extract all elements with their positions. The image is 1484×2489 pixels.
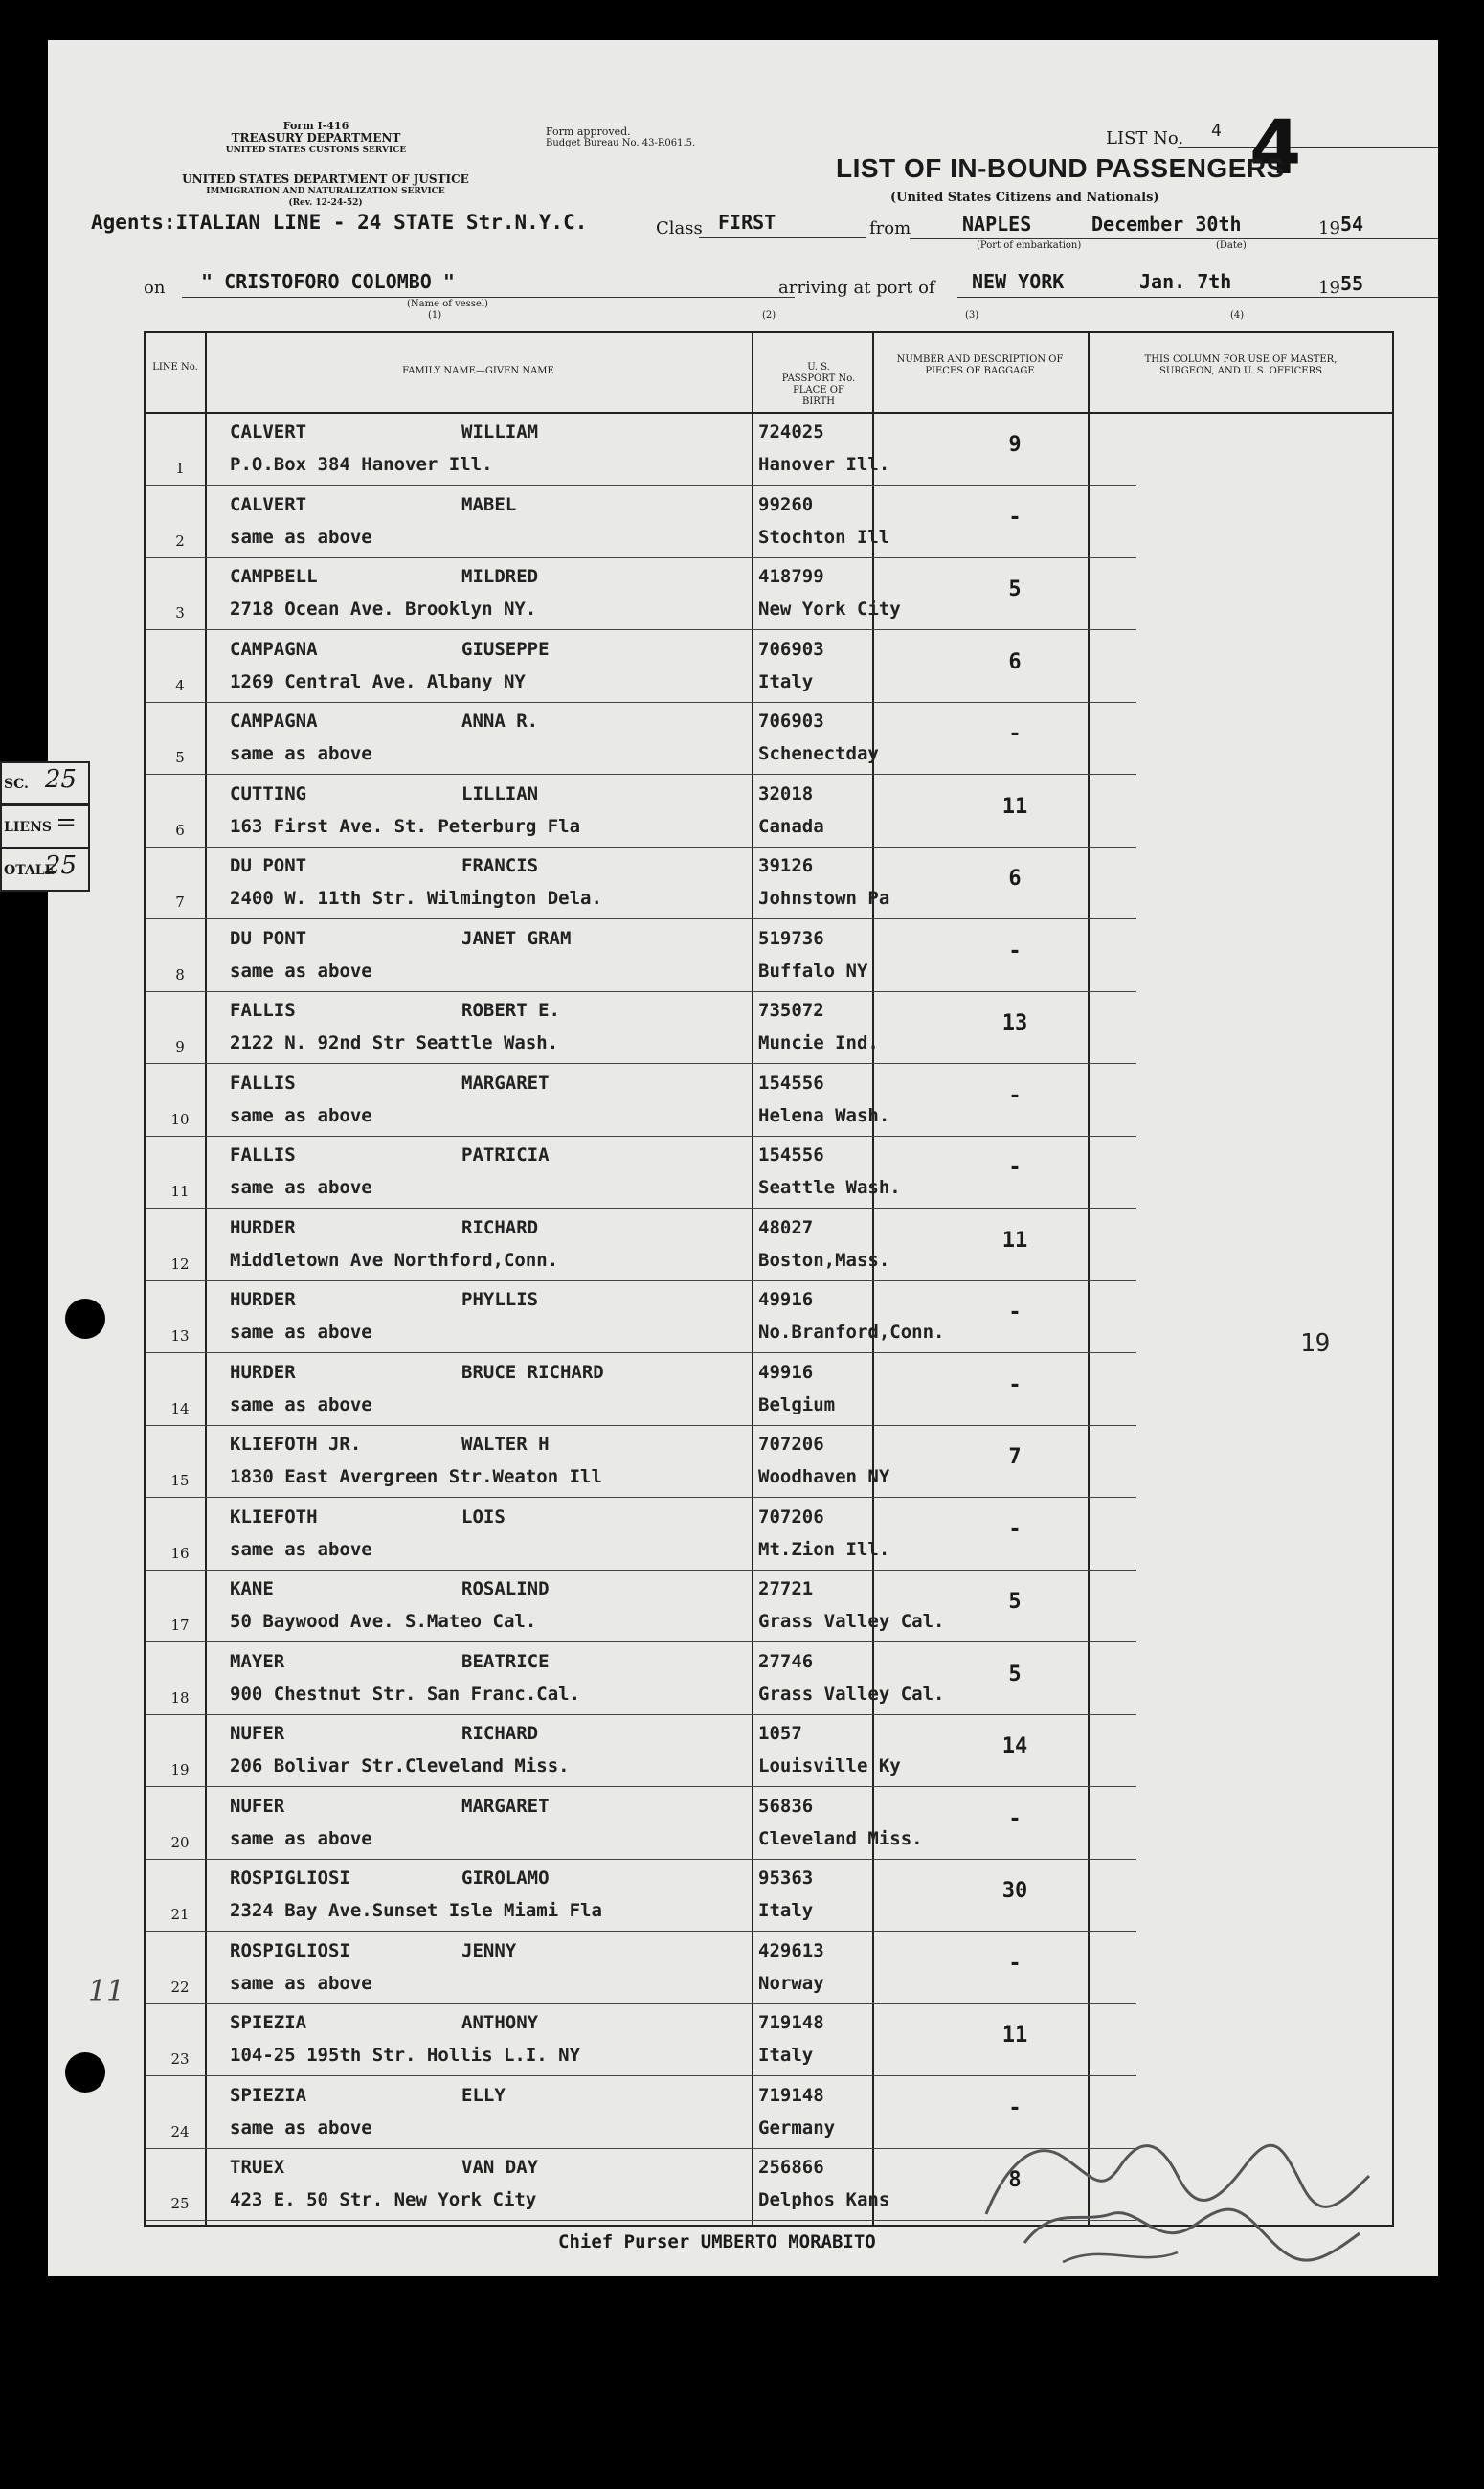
given-name: LOIS — [461, 1505, 506, 1527]
arrival-year: 55 — [1340, 272, 1364, 295]
place-of-birth: Grass Valley Cal. — [758, 1611, 945, 1632]
given-name: PHYLLIS — [461, 1289, 539, 1310]
given-name: MARGARET — [461, 1072, 550, 1094]
given-name: BRUCE RICHARD — [461, 1361, 604, 1383]
place-of-birth: Delphos Kans — [758, 2189, 890, 2210]
address: same as above — [230, 2116, 372, 2138]
list-no-big: 4 — [1249, 105, 1302, 192]
arrival-port: NEW YORK — [972, 270, 1065, 293]
passport-number: 707206 — [758, 1505, 824, 1527]
vessel-caption: (Name of vessel) — [407, 299, 488, 309]
given-name: MABEL — [461, 493, 517, 515]
address: 2718 Ocean Ave. Brooklyn NY. — [230, 599, 537, 620]
place-of-birth: Italy — [758, 1900, 814, 1921]
table-row — [146, 1715, 1392, 1787]
given-name: WALTER H — [461, 1434, 550, 1455]
baggage-count: 6 — [1008, 649, 1022, 674]
passport-number: 154556 — [758, 1072, 824, 1094]
table-row — [146, 558, 1392, 630]
table-row — [146, 631, 1392, 703]
line-number: 25 — [170, 2195, 190, 2212]
given-name: ANTHONY — [461, 2012, 539, 2033]
address: same as above — [230, 1538, 372, 1560]
family-name: ROSPIGLIOSI — [230, 1867, 350, 1889]
passport-number: 707206 — [758, 1434, 824, 1455]
from-label: from — [869, 218, 911, 238]
baggage-count: 11 — [1001, 1228, 1028, 1253]
family-name: MAYER — [230, 1650, 285, 1672]
line-number: 15 — [170, 1472, 190, 1489]
line-number: 14 — [170, 1399, 190, 1417]
baggage-count: - — [1008, 1156, 1022, 1180]
cap-4: (4) — [1230, 310, 1245, 321]
date-caption: (Date) — [1216, 240, 1247, 251]
passport-number: 719148 — [758, 2012, 824, 2033]
line-number: 12 — [170, 1255, 190, 1273]
side-tally-1: SC. 25 — [0, 761, 90, 805]
family-name: HURDER — [230, 1361, 296, 1383]
passenger-table — [144, 331, 1394, 2227]
line-number: 8 — [175, 965, 185, 984]
address: same as above — [230, 1177, 372, 1198]
list-subtitle: (United States Citizens and Nationals) — [890, 191, 1159, 205]
passport-number: 99260 — [758, 493, 814, 515]
family-name: NUFER — [230, 1795, 285, 1817]
passport-number: 95363 — [758, 1867, 814, 1889]
given-name: ANNA R. — [461, 711, 539, 732]
place-of-birth: Buffalo NY — [758, 960, 868, 982]
place-of-birth: Seattle Wash. — [758, 1177, 901, 1198]
family-name: CAMPAGNA — [230, 711, 318, 732]
baggage-count: 5 — [1008, 577, 1022, 601]
given-name: RICHARD — [461, 1216, 539, 1238]
table-row — [146, 486, 1392, 558]
line-number: 10 — [170, 1110, 190, 1128]
baggage-count: 11 — [1001, 2024, 1028, 2048]
depart-year-prefix: 19 — [1318, 218, 1340, 238]
baggage-count: - — [1008, 2095, 1022, 2120]
table-row — [146, 414, 1392, 486]
family-name: CAMPAGNA — [230, 638, 318, 660]
place-of-birth: New York City — [758, 599, 901, 620]
line-number: 18 — [170, 1688, 190, 1707]
address: 104-25 195th Str. Hollis L.I. NY — [230, 2045, 581, 2066]
port-embarkation: NAPLES — [962, 213, 1032, 236]
family-name: CUTTING — [230, 782, 307, 804]
table-row — [146, 1210, 1392, 1281]
baggage-count: - — [1008, 1083, 1022, 1108]
passport-number: 418799 — [758, 566, 824, 587]
place-of-birth: Mt.Zion Ill. — [758, 1538, 890, 1560]
passport-number: 735072 — [758, 1000, 824, 1021]
given-name: LILLIAN — [461, 782, 539, 804]
budget-bureau: Budget Bureau No. 43-R061.5. — [546, 138, 696, 148]
form-number: Form I-416 — [282, 120, 349, 132]
passport-number: 39126 — [758, 855, 814, 876]
given-name: MARGARET — [461, 1795, 550, 1817]
given-name: JENNY — [461, 1939, 517, 1961]
given-name: GIROLAMO — [461, 1867, 550, 1889]
baggage-count: 9 — [1008, 433, 1022, 457]
passport-number: 32018 — [758, 782, 814, 804]
line-number: 9 — [175, 1038, 185, 1055]
baggage-count: 5 — [1008, 1662, 1022, 1686]
table-row — [146, 1571, 1392, 1642]
given-name: WILLIAM — [461, 421, 539, 442]
place-of-birth: Hanover Ill. — [758, 454, 890, 475]
address: 2122 N. 92nd Str Seattle Wash. — [230, 1032, 559, 1053]
arrival-date: Jan. 7th — [1139, 270, 1232, 293]
treasury-dept: TREASURY DEPARTMENT — [231, 131, 401, 145]
place-of-birth: Norway — [758, 1972, 824, 1994]
passport-number: 706903 — [758, 711, 824, 732]
table-row — [146, 992, 1392, 1064]
place-of-birth: Germany — [758, 2116, 836, 2138]
line-number: 19 — [170, 1761, 190, 1778]
line-number: 21 — [170, 1906, 190, 1923]
line-number: 22 — [170, 1978, 190, 1996]
col-baggage: NUMBER AND DESCRIPTION OF PIECES OF BAGGAGE — [896, 354, 1064, 376]
place-of-birth: Cleveland Miss. — [758, 1827, 923, 1849]
passport-number: 49916 — [758, 1361, 814, 1383]
passport-number: 154556 — [758, 1144, 824, 1165]
family-name: CALVERT — [230, 493, 307, 515]
departure-date: December 30th — [1091, 213, 1242, 236]
col-name: FAMILY NAME—GIVEN NAME — [402, 366, 554, 376]
address: same as above — [230, 1104, 372, 1126]
family-name: KANE — [230, 1578, 274, 1599]
address: 900 Chestnut Str. San Franc.Cal. — [230, 1683, 581, 1705]
baggage-count: 6 — [1008, 867, 1022, 891]
address: 206 Bolivar Str.Cleveland Miss. — [230, 1755, 570, 1776]
line-number: 1 — [175, 460, 185, 477]
place-of-birth: Belgium — [758, 1393, 836, 1415]
line-number: 4 — [175, 676, 185, 694]
line-number: 6 — [175, 821, 185, 839]
place-of-birth: Stochton Ill — [758, 526, 890, 548]
margin-note: 11 — [88, 1975, 125, 2008]
family-name: SPIEZIA — [230, 2084, 307, 2106]
given-name: ROBERT E. — [461, 1000, 560, 1021]
table-row — [146, 1137, 1392, 1209]
family-name: FALLIS — [230, 1072, 296, 1094]
place-of-birth: Helena Wash. — [758, 1104, 890, 1126]
form-approved: Form approved. — [546, 125, 631, 138]
address: P.O.Box 384 Hanover Ill. — [230, 454, 493, 475]
place-of-birth: No.Branford,Conn. — [758, 1322, 945, 1343]
list-title: LIST OF IN-BOUND PASSENGERS — [836, 153, 1285, 183]
family-name: KLIEFOTH JR. — [230, 1434, 362, 1455]
baggage-count: - — [1008, 1806, 1022, 1831]
side-tally-3: OTALE 25 — [0, 848, 90, 892]
list-no-label: LIST No. — [1106, 128, 1184, 148]
list-no-small: 4 — [1211, 121, 1222, 141]
address: same as above — [230, 743, 372, 764]
line-number: 5 — [175, 749, 185, 766]
passport-number: 706903 — [758, 638, 824, 660]
given-name: PATRICIA — [461, 1144, 550, 1165]
baggage-count: - — [1008, 722, 1022, 746]
family-name: DU PONT — [230, 855, 307, 876]
address: same as above — [230, 1972, 372, 1994]
family-name: ROSPIGLIOSI — [230, 1939, 350, 1961]
family-name: HURDER — [230, 1289, 296, 1310]
manifest-page — [48, 40, 1438, 2276]
table-row — [146, 1354, 1392, 1426]
baggage-count: 30 — [1001, 1879, 1028, 1903]
line-number: 11 — [170, 1183, 190, 1200]
vessel-name: " CRISTOFORO COLOMBO " — [201, 270, 455, 293]
table-row — [146, 1281, 1392, 1353]
table-row — [146, 776, 1392, 848]
table-row — [146, 1860, 1392, 1932]
family-name: SPIEZIA — [230, 2012, 307, 2033]
given-name: FRANCIS — [461, 855, 539, 876]
place-of-birth: Louisville Ky — [758, 1755, 901, 1776]
line-number: 20 — [170, 1833, 190, 1851]
departure-year: 54 — [1340, 213, 1364, 236]
baggage-count: 7 — [1008, 1445, 1022, 1469]
address: same as above — [230, 1393, 372, 1415]
passport-number: 27746 — [758, 1650, 814, 1672]
baggage-count: 8 — [1008, 2168, 1022, 2192]
table-row — [146, 1065, 1392, 1137]
place-of-birth: Canada — [758, 815, 824, 837]
arriving-label: arriving at port of — [778, 278, 935, 298]
family-name: FALLIS — [230, 1144, 296, 1165]
passport-number: 48027 — [758, 1216, 814, 1238]
family-name: KLIEFOTH — [230, 1505, 318, 1527]
address: same as above — [230, 960, 372, 982]
line-number: 7 — [175, 894, 185, 911]
baggage-count: 5 — [1008, 1590, 1022, 1614]
revision: (Rev. 12-24-52) — [288, 198, 363, 208]
cap-2: (2) — [762, 310, 776, 321]
passport-number: 49916 — [758, 1289, 814, 1310]
baggage-count: 11 — [1001, 794, 1028, 819]
given-name: VAN DAY — [461, 2157, 539, 2178]
binder-hole-bottom — [65, 2052, 105, 2093]
baggage-count: 13 — [1001, 1011, 1028, 1035]
col-line-no: LINE No. — [152, 362, 198, 373]
signature — [967, 2099, 1398, 2272]
table-row — [146, 848, 1392, 919]
line-number: 23 — [170, 2050, 190, 2068]
address: 2324 Bay Ave.Sunset Isle Miami Fla — [230, 1900, 602, 1921]
place-of-birth: Woodhaven NY — [758, 1466, 890, 1487]
address: 423 E. 50 Str. New York City — [230, 2189, 537, 2210]
address: 163 First Ave. St. Peterburg Fla — [230, 815, 581, 837]
baggage-count: - — [1008, 1372, 1022, 1397]
table-row — [146, 920, 1392, 992]
ins-service: IMMIGRATION AND NATURALIZATION SERVICE — [206, 187, 445, 196]
address: same as above — [230, 1827, 372, 1849]
place-of-birth: Johnstown Pa — [758, 888, 890, 909]
customs-service: UNITED STATES CUSTOMS SERVICE — [225, 146, 407, 155]
binder-hole-top — [65, 1299, 105, 1339]
passport-number: 256866 — [758, 2157, 824, 2178]
family-name: FALLIS — [230, 1000, 296, 1021]
given-name: ELLY — [461, 2084, 506, 2106]
port-caption: (Port of embarkation) — [977, 240, 1082, 251]
table-row — [146, 1426, 1392, 1498]
family-name: NUFER — [230, 1723, 285, 1744]
address: 1269 Central Ave. Albany NY — [230, 670, 526, 692]
line-number: 17 — [170, 1617, 190, 1634]
table-row — [146, 1499, 1392, 1571]
place-of-birth: Italy — [758, 2045, 814, 2066]
address: 2400 W. 11th Str. Wilmington Dela. — [230, 888, 602, 909]
family-name: TRUEX — [230, 2157, 285, 2178]
line-number: 2 — [175, 532, 185, 550]
given-name: JANET GRAM — [461, 927, 572, 949]
place-of-birth: Grass Valley Cal. — [758, 1683, 945, 1705]
line-number: 16 — [170, 1544, 190, 1562]
passport-number: 429613 — [758, 1939, 824, 1961]
passport-number: 1057 — [758, 1723, 802, 1744]
given-name: RICHARD — [461, 1723, 539, 1744]
table-row — [146, 1788, 1392, 1860]
place-of-birth: Schenectday — [758, 743, 879, 764]
passport-number: 27721 — [758, 1578, 814, 1599]
family-name: CAMPBELL — [230, 566, 318, 587]
address: 1830 East Avergreen Str.Weaton Ill — [230, 1466, 602, 1487]
cap-1: (1) — [428, 310, 442, 321]
line-number: 24 — [170, 2122, 190, 2140]
table-row — [146, 2004, 1392, 2076]
address: 50 Baywood Ave. S.Mateo Cal. — [230, 1611, 537, 1632]
family-name: CALVERT — [230, 421, 307, 442]
table-row — [146, 1643, 1392, 1715]
address: same as above — [230, 1322, 372, 1343]
given-name: ROSALIND — [461, 1578, 550, 1599]
table-row — [146, 1933, 1392, 2004]
side-tally-2: LIENS = — [0, 804, 90, 849]
arrival-year-prefix: 19 — [1318, 278, 1340, 298]
place-of-birth: Italy — [758, 670, 814, 692]
address: Middletown Ave Northford,Conn. — [230, 1249, 559, 1271]
given-name: BEATRICE — [461, 1650, 550, 1672]
baggage-count: 14 — [1001, 1734, 1028, 1758]
baggage-count: - — [1008, 1301, 1022, 1324]
baggage-count: - — [1008, 1517, 1022, 1542]
line-number: 3 — [175, 604, 185, 622]
passport-number: 56836 — [758, 1795, 814, 1817]
family-name: DU PONT — [230, 927, 307, 949]
place-of-birth: Boston,Mass. — [758, 1249, 890, 1271]
on-label: on — [144, 278, 166, 298]
agents: Agents:ITALIAN LINE - 24 STATE Str.N.Y.C. — [91, 211, 588, 234]
given-name: GIUSEPPE — [461, 638, 550, 660]
cap-3: (3) — [965, 310, 979, 321]
place-of-birth: Muncie Ind. — [758, 1032, 879, 1053]
given-name: MILDRED — [461, 566, 539, 587]
justice-dept: UNITED STATES DEPARTMENT OF JUSTICE — [182, 172, 469, 186]
col-officers: THIS COLUMN FOR USE OF MASTER, SURGEON, AND U. S. OFFICERS — [1144, 354, 1338, 376]
chief-purser: Chief Purser UMBERTO MORABITO — [558, 2231, 876, 2252]
col-passport: U. S. PASSPORT No. PLACE OF BIRTH — [781, 362, 856, 407]
line-number: 13 — [170, 1327, 190, 1345]
baggage-count: - — [1008, 1951, 1022, 1976]
passport-number: 719148 — [758, 2084, 824, 2106]
officer-note: 19 — [1300, 1329, 1331, 1358]
class-value: FIRST — [718, 211, 776, 234]
family-name: HURDER — [230, 1216, 296, 1238]
passport-number: 724025 — [758, 421, 824, 442]
table-row — [146, 703, 1392, 775]
class-label: Class — [656, 218, 703, 238]
baggage-count: - — [1008, 939, 1022, 963]
address: same as above — [230, 526, 372, 548]
baggage-count: - — [1008, 505, 1022, 530]
passport-number: 519736 — [758, 927, 824, 949]
